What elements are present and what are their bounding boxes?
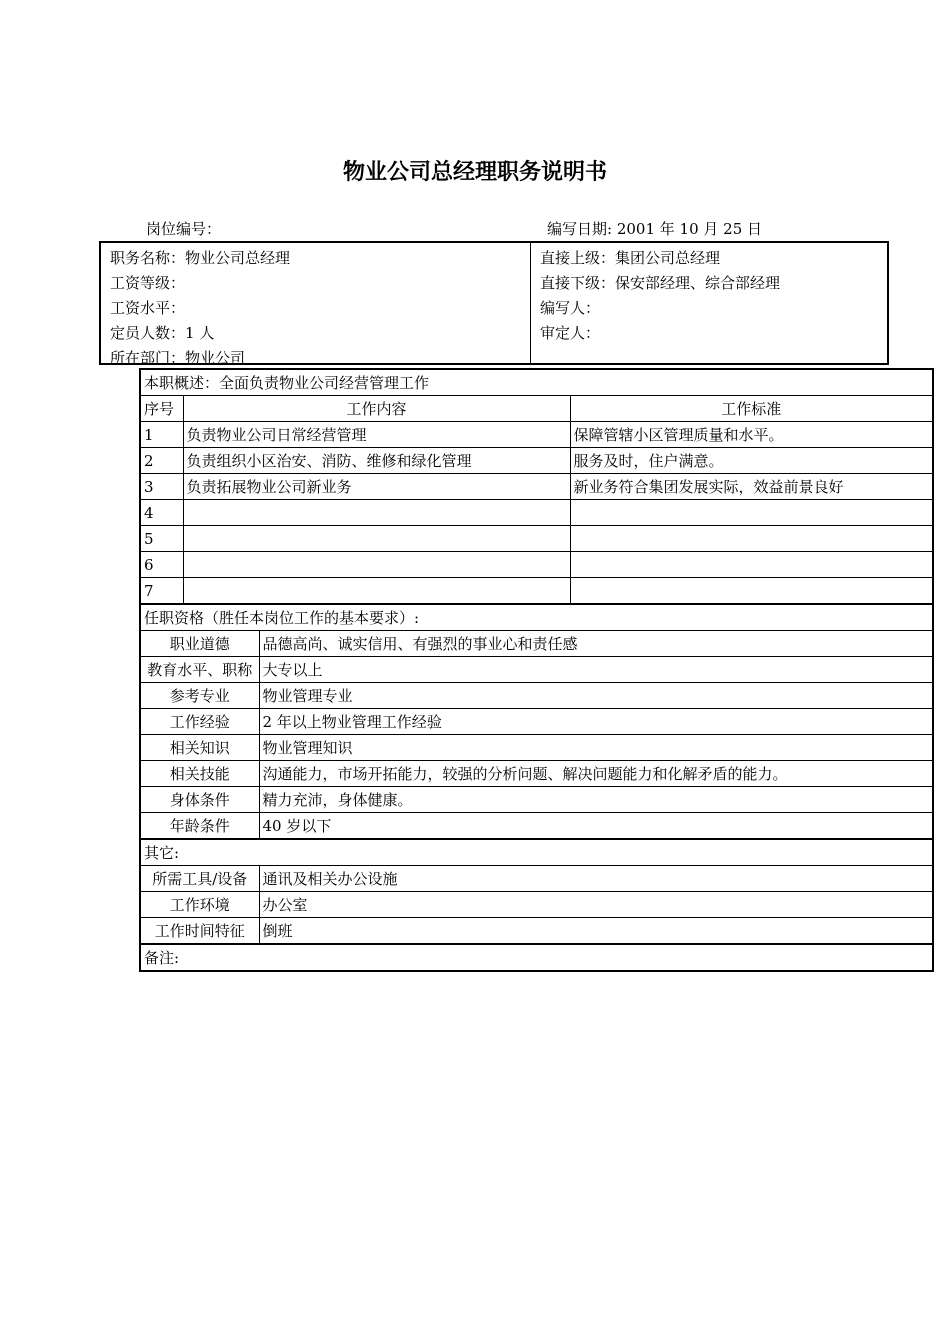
qualification-value: 大专以上 — [259, 657, 933, 683]
table-row — [140, 578, 933, 605]
duty-standard: 保障管辖小区管理质量和水平。 — [570, 422, 933, 448]
duty-no: 5 — [140, 526, 183, 552]
duty-no: 3 — [140, 474, 183, 500]
duty-standard — [570, 526, 933, 552]
table-row — [140, 526, 933, 552]
qualification-label: 身体条件 — [140, 787, 259, 813]
table-row — [140, 552, 933, 578]
duty-standard: 新业务符合集团发展实际，效益前景良好 — [570, 474, 933, 500]
duty-standard: 服务及时，住户满意。 — [570, 448, 933, 474]
other-label: 所需工具/设备 — [140, 866, 259, 892]
info-value: 物业公司总经理 — [185, 249, 291, 267]
info-value: 集团公司总经理 — [615, 249, 721, 267]
duty-no: 2 — [140, 448, 183, 474]
info-value: 物业公司 — [185, 349, 246, 367]
table-row — [140, 787, 933, 813]
qualification-label: 参考专业 — [140, 683, 259, 709]
table-row — [140, 892, 933, 918]
info-subordinates — [540, 272, 780, 293]
qualification-label: 相关技能 — [140, 761, 259, 787]
table-row — [140, 866, 933, 892]
duty-no-header: 序号 — [140, 396, 183, 422]
info-label: 直接下级： — [540, 274, 616, 292]
overview-row — [140, 369, 933, 396]
duty-standard — [570, 552, 933, 578]
info-salary-grade — [110, 272, 185, 293]
duty-content — [183, 578, 570, 605]
job-description-table — [139, 368, 934, 972]
info-writer — [540, 297, 600, 318]
info-label: 直接上级： — [540, 249, 616, 267]
duty-content: 负责拓展物业公司新业务 — [183, 474, 570, 500]
duty-content — [183, 526, 570, 552]
other-title: 其它: — [140, 839, 933, 866]
table-row — [140, 657, 933, 683]
duty-content-header: 工作内容 — [183, 396, 570, 422]
qualification-value: 2 年以上物业管理工作经验 — [259, 709, 933, 735]
info-approver — [540, 322, 600, 343]
table-row — [140, 631, 933, 657]
info-superior — [540, 247, 720, 268]
qualification-value: 40 岁以下 — [259, 813, 933, 840]
table-row — [140, 683, 933, 709]
table-row — [140, 918, 933, 945]
basic-info-left — [101, 243, 531, 367]
other-label: 工作时间特征 — [140, 918, 259, 945]
qualification-title: 任职资格（胜任本岗位工作的基本要求）: — [140, 604, 933, 631]
table-row — [140, 709, 933, 735]
qualification-title-row — [140, 604, 933, 631]
info-headcount — [110, 322, 214, 343]
basic-info-box — [99, 241, 889, 365]
qualification-value: 精力充沛，身体健康。 — [259, 787, 933, 813]
duty-content: 负责组织小区治安、消防、维修和绿化管理 — [183, 448, 570, 474]
info-label: 工资等级： — [110, 274, 186, 292]
table-row — [140, 813, 933, 840]
qualification-label: 教育水平、职称 — [140, 657, 259, 683]
table-row — [140, 422, 933, 448]
duty-no: 1 — [140, 422, 183, 448]
duty-no: 7 — [140, 578, 183, 605]
qualification-value: 沟通能力，市场开拓能力，较强的分析问题、解决问题能力和化解矛盾的能力。 — [259, 761, 933, 787]
duty-standard — [570, 500, 933, 526]
duty-header-row — [140, 396, 933, 422]
remarks-row — [140, 944, 933, 971]
qualification-value: 物业管理专业 — [259, 683, 933, 709]
duty-content: 负责物业公司日常经营管理 — [183, 422, 570, 448]
remarks-label: 备注: — [140, 944, 933, 971]
other-value: 办公室 — [259, 892, 933, 918]
table-row — [140, 474, 933, 500]
duty-no: 4 — [140, 500, 183, 526]
write-date — [547, 218, 762, 239]
qualification-label: 相关知识 — [140, 735, 259, 761]
duty-no: 6 — [140, 552, 183, 578]
other-label: 工作环境 — [140, 892, 259, 918]
info-value: 1 人 — [185, 324, 215, 342]
info-label: 工资水平： — [110, 299, 186, 317]
info-job-title — [110, 247, 290, 268]
info-label: 所在部门： — [110, 349, 186, 367]
info-label: 职务名称： — [110, 249, 186, 267]
duty-content — [183, 552, 570, 578]
table-row — [140, 448, 933, 474]
other-value: 通讯及相关办公设施 — [259, 866, 933, 892]
table-row — [140, 761, 933, 787]
overview-text: 本职概述：全面负责物业公司经营管理工作 — [140, 369, 933, 396]
duty-standard — [570, 578, 933, 605]
write-date-label: 编写日期: — [547, 220, 617, 238]
duty-content — [183, 500, 570, 526]
info-label: 审定人： — [540, 324, 601, 342]
qualification-label: 工作经验 — [140, 709, 259, 735]
basic-info-right — [531, 243, 887, 363]
write-date-value: 2001 年 10 月 25 日 — [616, 220, 763, 238]
info-department — [110, 347, 245, 368]
qualification-value: 品德高尚、诚实信用、有强烈的事业心和责任感 — [259, 631, 933, 657]
other-value: 倒班 — [259, 918, 933, 945]
duty-standard-header: 工作标准 — [570, 396, 933, 422]
other-title-row — [140, 839, 933, 866]
qualification-label: 职业道德 — [140, 631, 259, 657]
table-row — [140, 735, 933, 761]
qualification-value: 物业管理知识 — [259, 735, 933, 761]
qualification-label: 年龄条件 — [140, 813, 259, 840]
post-number-label: 岗位编号： — [146, 220, 222, 238]
info-label: 编写人： — [540, 299, 601, 317]
page-title: 物业公司总经理职务说明书 — [342, 160, 607, 185]
info-label: 定员人数： — [110, 324, 186, 342]
info-value: 保安部经理、综合部经理 — [615, 274, 781, 292]
info-salary-level — [110, 297, 185, 318]
table-row — [140, 500, 933, 526]
